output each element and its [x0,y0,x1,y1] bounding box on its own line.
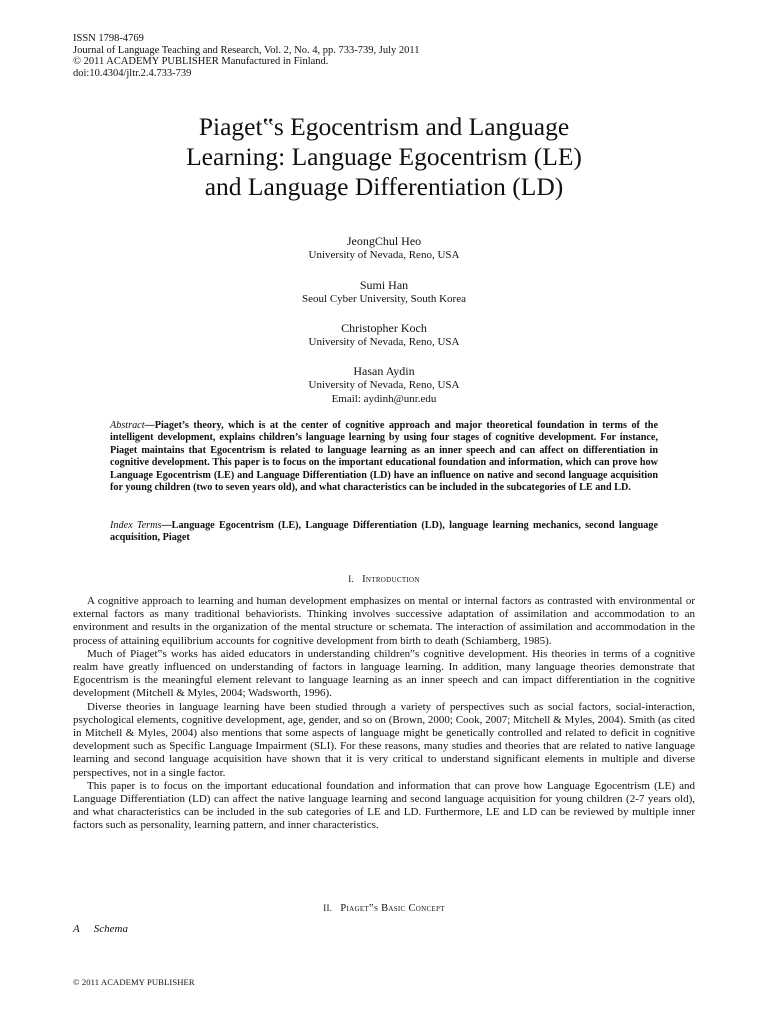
author-affiliation: University of Nevada, Reno, USA [308,336,460,348]
abstract-label: Abstract [110,420,145,431]
author-email[interactable]: Email: aydinh@unr.edu [331,393,437,405]
journal-citation: Journal of Language Teaching and Research, Vol. 2, No. 4, pp. 733-739, July 2011 [73,44,420,56]
page-footer: © 2011 ACADEMY PUBLISHER [73,977,195,987]
author-4 [0,364,768,406]
paragraph: A cognitive approach to learning and human development emphasizes on mental or internal factors as contrasted with environmental or external factors as many traditional behaviorists. Thinking involves successive adaptation of assimilation and accommodation to an environment and results in the organization of the mental structure or schemata. The interaction of assimilation and accommodation in the process of attaining equilibrium accounts for cognitive development from birth to death (Schiamberg, 1985). [73,595,695,647]
section-number: I. [348,574,355,584]
paragraph: Diverse theories in language learning have been studied through a variety of perspectives such as social factors, social-interaction, psychological elements, cognitive development, age, gender, and so on (Brown, 2000; Cook, 2007; Mitchell & Myles, 2004). Smith (as cited in Mitchell & Myles, 2004) also mentions that some aspects of language might be genetically controlled and related to deficit in cognitive development such as Specific Language Impairment (SLI). For these reasons, many studies and theories that are related to native language learning and second language acquisition have shown that it is very critical to understand significant elements in multiple and diverse perspectives, not in a single factor. [73,700,695,779]
paragraph: Much of Piaget‟s works has aided educators in understanding children‟s cognitive development. His theories in terms of a cognitive realm have greatly influenced on understanding of factors in language learning. In addition, many language theories demonstrate that Egocentrism is the meaningful element relevant to language learning as an inner speech and can impact differentiation in the cognitive development (Mitchell & Myles, 2004; Wadsworth, 1996). [73,647,695,700]
author-2 [0,278,768,306]
index-terms-text: Language Egocentrism (LE), Language Differentiation (LD), language learning mechanics, second language acquisition, Piaget [110,520,658,544]
author-name: Christopher Koch [341,321,427,335]
author-affiliation: University of Nevada, Reno, USA [308,249,460,261]
author-affiliation: Seoul Cyber University, South Korea [302,293,466,305]
section-heading-basic-concept [0,903,768,914]
author-name: Sumi Han [359,278,409,292]
section-title: Introduction [362,574,420,585]
index-terms-label: Index Terms [110,520,162,531]
paragraph: This paper is to focus on the important educational foundation and information that can prove how Language Egocentrism (LE) and Language Differentiation (LD) can affect the native language learning and second language acquisition for young children (2-7 years old), and what characteristics can be included in the sub categories of LE and LD. Furthermore, LE and LD can be reviewed by multiple inner factors such as personality, learning pattern, and inner characteristics. [73,779,695,832]
subsection-title: Schema [93,923,128,935]
author-name: Hasan Aydin [353,364,415,378]
title-line-1: Piaget‟s Egocentrism and Language [198,112,570,141]
abstract-text: Piaget’s theory, which is at the center of cognitive approach and major theoretical foundation in terms of the intelligent development, explains children’s language learning by using four stages of cognitive development. For instance, Piaget maintains that Egocentrism is related to language learning as an inner speech and can affect on differentiation in cognitive development. This paper is to focus on the important educational foundation and information, which can prove how Language Egocentrism (LE) and Language Differentiation (LD) have an influence on native and second language acquisition for young children (two to seven years old), and what characteristics can be included in the subcategories of LE and LD. [110,420,658,494]
section-number: II. [323,903,333,913]
issn: ISSN 1798-4769 [73,33,144,44]
doi: doi:10.4304/jltr.2.4.733-739 [73,67,192,79]
introduction-body [73,595,695,833]
title-line-2: Learning: Language Egocentrism (LE) [186,142,582,171]
paper-title [0,112,768,202]
author-affiliation: University of Nevada, Reno, USA [308,379,460,391]
title-line-3: and Language Differentiation (LD) [204,172,564,201]
section-heading-introduction [0,574,768,585]
publisher-copyright: © 2011 ACADEMY PUBLISHER Manufactured in Finland. [73,56,329,67]
author-1 [0,234,768,262]
journal-header [73,33,419,79]
abstract: Abstract—Piaget’s theory, which is at the center of cognitive approach and major theoretical foundation in terms of the intelligent development, explains children’s language learning by using four stages of cognitive development. For instance, Piaget maintains that Egocentrism is related to language learning as an inner speech and can affect on differentiation in cognitive development. This paper is to focus on the important educational foundation and information, which can prove how Language Egocentrism (LE) and Language Differentiation (LD) have an influence on native and second language acquisition for young children (two to seven years old), and what characteristics can be included in the subcategories of LE and LD. [110,420,658,494]
subsection-heading-schema [73,923,128,935]
index-terms: Index Terms—Language Egocentrism (LE), Language Differentiation (LD), language learning mechanics, second language acquisition, Piaget [110,520,658,544]
subsection-letter: A [73,923,80,935]
author-name: JeongChul Heo [346,234,422,248]
section-title: Piaget‟s Basic Concept [340,903,445,914]
author-3 [0,321,768,349]
